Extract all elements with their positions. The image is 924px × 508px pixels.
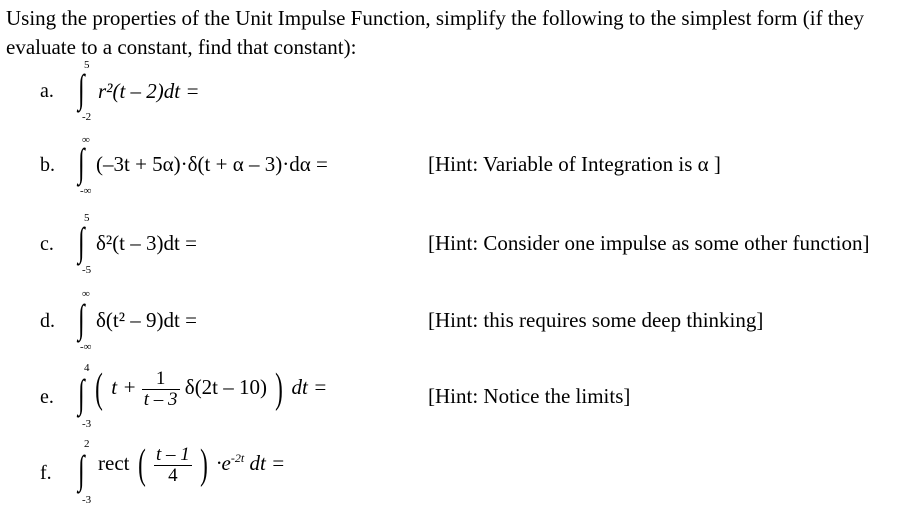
- integral-sign: ∫: [78, 66, 85, 111]
- right-paren: ): [275, 366, 284, 412]
- problem-label: c.: [40, 233, 54, 255]
- upper-limit: ∞: [82, 288, 90, 300]
- right-paren: ): [200, 442, 208, 488]
- exponent: -2t: [230, 450, 245, 465]
- problem-label: e.: [40, 386, 54, 408]
- integral-sign: ∫: [78, 219, 85, 264]
- fraction: [154, 445, 192, 486]
- integral-sign: ∫: [78, 447, 85, 492]
- lower-limit: -∞: [80, 185, 92, 197]
- integrand: r²(t – 2)dt =: [98, 79, 200, 103]
- problem-label: d.: [40, 310, 55, 332]
- lower-limit: -5: [82, 264, 92, 276]
- integrand-prefix: t +: [111, 374, 137, 399]
- left-paren: (: [95, 366, 103, 412]
- integrand: δ²(t – 3)dt =: [96, 231, 197, 255]
- fraction-numerator: t – 1: [155, 443, 190, 465]
- integrand: [92, 368, 327, 410]
- lower-limit: -3: [82, 494, 92, 506]
- lower-limit: -2: [82, 111, 92, 123]
- problem-label: b.: [40, 154, 55, 176]
- hint-text: [Hint: Consider one impulse as some other function]: [428, 231, 870, 255]
- integrand: (–3t + 5α)·δ(t + α – 3)·dα =: [96, 152, 328, 176]
- integrand-term: δ(2t – 10): [184, 374, 268, 399]
- integral-sign: ∫: [78, 371, 85, 416]
- integral-sign: ∫: [78, 296, 85, 341]
- fraction-denominator: 4: [168, 464, 178, 486]
- integral-sign: ∫: [78, 140, 85, 185]
- integrand-term: ·e: [216, 450, 231, 475]
- lower-limit: -3: [82, 418, 92, 430]
- left-paren: (: [137, 442, 146, 488]
- fraction-numerator: 1: [142, 369, 180, 390]
- upper-limit: ∞: [82, 134, 90, 146]
- hint-text: [Hint: Variable of Integration is α ]: [428, 152, 721, 176]
- hint-text: [Hint: Notice the limits]: [428, 384, 631, 408]
- hint-text: [Hint: this requires some deep thinking]: [428, 308, 764, 332]
- problem-label: f.: [40, 462, 52, 484]
- integrand-prefix: rect: [98, 450, 130, 475]
- integrand-tail: dt =: [249, 450, 286, 475]
- upper-limit: 2: [84, 438, 90, 450]
- integrand: δ(t² – 9)dt =: [96, 308, 197, 332]
- upper-limit: 4: [84, 362, 90, 374]
- integrand-tail: dt =: [291, 374, 328, 399]
- upper-limit: 5: [84, 59, 90, 71]
- fraction: [142, 369, 180, 410]
- problem-label: a.: [40, 80, 54, 102]
- lower-limit: -∞: [80, 341, 92, 353]
- upper-limit: 5: [84, 212, 90, 224]
- fraction-denominator: t – 3: [143, 388, 178, 410]
- problem-instructions: Using the properties of the Unit Impulse Function, simplify the following to the simplest form (if they evaluate to a constant, find that constant):: [6, 6, 864, 59]
- integrand: [98, 444, 285, 486]
